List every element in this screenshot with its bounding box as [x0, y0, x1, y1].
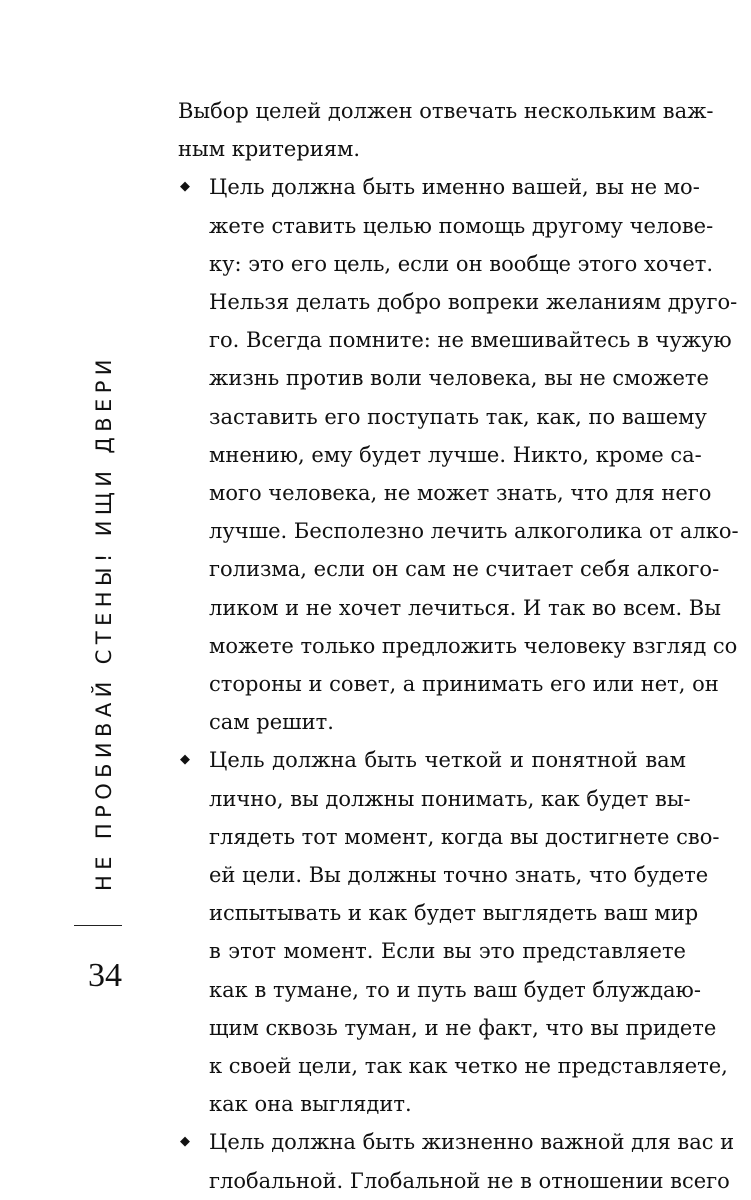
diamond-bullet-icon: ◆ [180, 1134, 190, 1150]
text-line: ку: это его цель, если он вообще этого хочет. [209, 251, 714, 276]
text-line: как в тумане, то и путь ваш будет блуждаю- [209, 977, 701, 1002]
text-line: как она выглядит. [209, 1092, 412, 1117]
text-line: глядеть тот момент, когда вы достигнете сво- [209, 824, 720, 849]
criteria-list [178, 168, 739, 1199]
text-line: заставить его поступать так, как, по вашему [209, 404, 707, 429]
diamond-bullet-icon: ◆ [180, 752, 190, 768]
text-line: мнению, ему будет лучше. Никто, кроме са- [209, 442, 702, 467]
text-line: ей цели. Вы должны точно знать, что будете [209, 863, 709, 888]
text-line: глобальной. Глобальной не в отношении всего [209, 1168, 730, 1193]
text-line: Цель должна быть четкой и понятной вам [209, 748, 686, 773]
text-line: ным критериям. [178, 137, 361, 162]
text-line: Цель должна быть жизненно важной для вас и [209, 1130, 735, 1155]
intro-paragraph [178, 92, 714, 168]
text-line: к своей цели, так как четко не представляете, [209, 1054, 728, 1079]
list-item [178, 741, 728, 1123]
text-line: Нельзя делать добро вопреки желаниям друго- [209, 290, 738, 315]
body-text [178, 92, 739, 1200]
text-line: стороны и совет, а принимать его или нет, он [209, 672, 719, 697]
running-head: НЕ ПРОБИВАЙ СТЕНЫ! ИЩИ ДВЕРИ [92, 354, 116, 891]
folio-rule [74, 925, 122, 926]
text-line: Выбор целей должен отвечать нескольким важ- [178, 99, 714, 123]
text-line: го. Всегда помните: не вмешивайтесь в чужую [209, 328, 732, 353]
text-line: жизнь против воли человека, вы не сможете [209, 366, 709, 391]
text-line: сам решит. [209, 710, 334, 735]
list-item [178, 1123, 735, 1199]
text-line: испытывать и как будет выглядеть ваш мир [209, 901, 699, 926]
list-item [178, 168, 739, 741]
diamond-bullet-icon: ◆ [180, 179, 190, 195]
text-line: жете ставить целью помощь другому челове- [209, 213, 714, 238]
text-line: лучше. Бесполезно лечить алкоголика от алко- [209, 519, 739, 544]
text-line: лично, вы должны понимать, как будет вы- [209, 786, 691, 811]
text-line: голизма, если он сам не считает себя алкого- [209, 557, 720, 582]
page-number: 34 [88, 957, 122, 994]
text-line: можете только предложить человеку взгляд со [209, 633, 738, 658]
text-line: Цель должна быть именно вашей, вы не мо- [209, 175, 700, 200]
text-line: в этот момент. Если вы это представляете [209, 939, 686, 964]
text-line: ликом и не хочет лечиться. И так во всем. Вы [209, 595, 721, 620]
text-line: щим сквозь туман, и не факт, что вы придете [209, 1015, 717, 1040]
text-line: мого человека, не может знать, что для него [209, 481, 712, 506]
